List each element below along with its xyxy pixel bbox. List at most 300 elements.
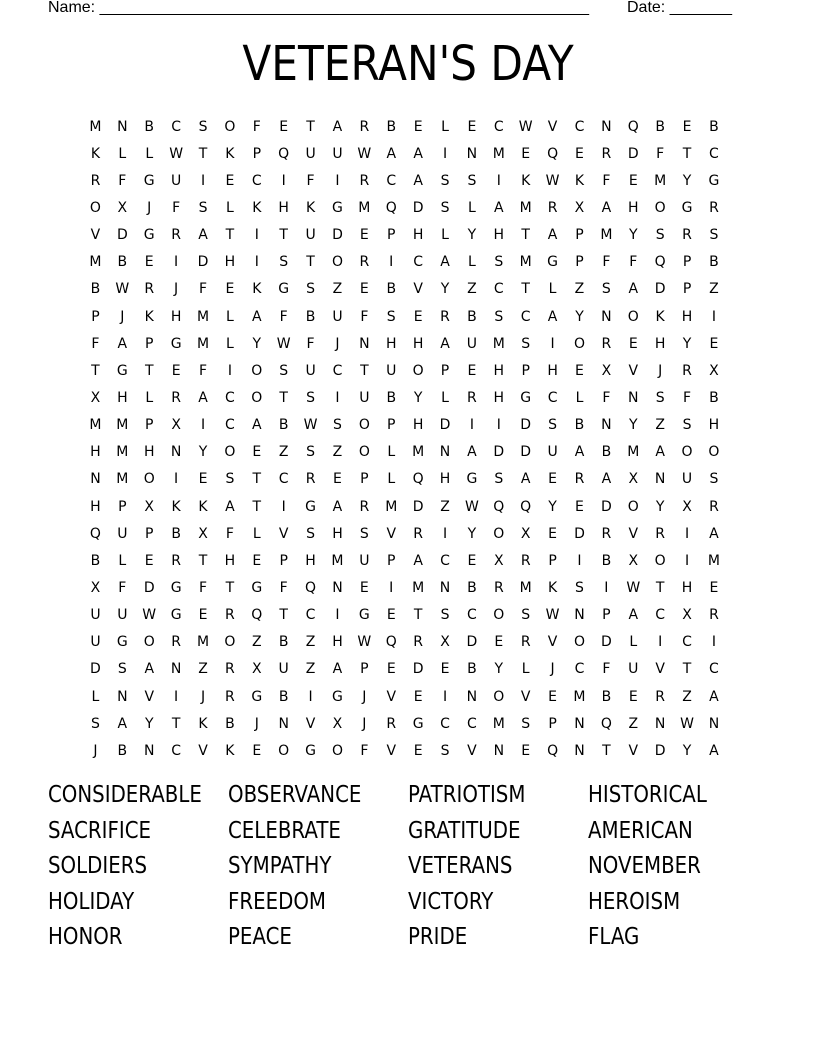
grid-letter[interactable]: E — [521, 145, 531, 162]
grid-letter[interactable]: A — [198, 227, 208, 244]
grid-letter[interactable]: T — [360, 362, 369, 379]
grid-letter[interactable]: A — [225, 498, 235, 515]
grid-letter[interactable]: R — [493, 579, 504, 596]
grid-letter[interactable]: L — [145, 389, 154, 406]
grid-letter[interactable]: E — [144, 254, 154, 271]
grid-letter[interactable]: R — [171, 634, 181, 651]
grid-letter[interactable]: T — [252, 498, 262, 515]
grid-letter[interactable]: E — [628, 172, 638, 189]
grid-letter[interactable]: R — [359, 118, 370, 135]
grid-letter[interactable]: D — [654, 742, 666, 759]
grid-letter[interactable]: F — [279, 308, 288, 325]
grid-letter[interactable]: V — [144, 688, 155, 705]
grid-letter[interactable]: S — [440, 607, 450, 624]
grid-letter[interactable]: F — [683, 389, 692, 406]
grid-letter[interactable]: C — [225, 417, 235, 434]
grid-letter[interactable]: G — [170, 607, 182, 624]
grid-letter[interactable]: O — [708, 444, 720, 461]
grid-letter[interactable]: E — [494, 634, 504, 651]
grid-letter[interactable]: I — [577, 552, 582, 569]
grid-letter[interactable]: X — [494, 552, 504, 569]
grid-letter[interactable]: H — [224, 552, 236, 569]
grid-letter[interactable]: C — [251, 172, 262, 189]
grid-letter[interactable]: U — [117, 607, 128, 624]
grid-letter[interactable]: O — [224, 634, 236, 651]
grid-letter[interactable]: B — [386, 281, 397, 298]
grid-letter[interactable]: R — [171, 227, 181, 244]
grid-letter[interactable]: F — [252, 118, 261, 135]
grid-letter[interactable]: M — [519, 579, 532, 596]
grid-letter[interactable]: U — [332, 145, 343, 162]
grid-letter[interactable]: X — [440, 634, 450, 651]
grid-letter[interactable]: R — [682, 227, 692, 244]
grid-letter[interactable]: B — [467, 661, 477, 678]
grid-letter[interactable]: J — [362, 688, 367, 705]
grid-letter[interactable]: A — [601, 199, 612, 216]
grid-letter[interactable]: E — [225, 281, 235, 298]
grid-letter[interactable]: L — [91, 688, 100, 705]
grid-letter[interactable]: R — [655, 525, 666, 542]
grid-letter[interactable]: L — [225, 335, 234, 352]
grid-letter[interactable]: J — [147, 199, 152, 216]
grid-letter[interactable]: U — [332, 308, 343, 325]
grid-letter[interactable]: H — [117, 389, 128, 406]
grid-letter[interactable]: G — [116, 362, 128, 379]
grid-letter[interactable]: N — [654, 715, 666, 732]
grid-letter[interactable]: L — [252, 525, 261, 542]
grid-letter[interactable]: T — [521, 281, 530, 298]
grid-letter[interactable]: J — [335, 335, 340, 352]
grid-letter[interactable]: O — [493, 607, 505, 624]
grid-letter[interactable]: P — [682, 281, 692, 298]
grid-letter[interactable]: A — [709, 742, 719, 759]
grid-letter[interactable]: H — [708, 417, 720, 434]
grid-letter[interactable]: D — [654, 281, 666, 298]
grid-letter[interactable]: E — [252, 552, 262, 569]
grid-letter[interactable]: D — [520, 444, 532, 461]
grid-letter[interactable]: P — [521, 362, 530, 379]
grid-letter[interactable]: I — [281, 498, 286, 515]
grid-letter[interactable]: T — [413, 607, 423, 624]
grid-letter[interactable]: U — [305, 227, 316, 244]
grid-letter[interactable]: E — [709, 579, 719, 596]
grid-letter[interactable]: H — [385, 335, 397, 352]
grid-letter[interactable]: G — [143, 172, 155, 189]
grid-letter[interactable]: I — [711, 634, 716, 651]
grid-letter[interactable]: S — [494, 308, 504, 325]
grid-letter[interactable]: C — [171, 118, 181, 135]
grid-letter[interactable]: G — [358, 607, 370, 624]
grid-letter[interactable]: G — [170, 579, 182, 596]
grid-letter[interactable]: A — [332, 661, 343, 678]
grid-letter[interactable]: A — [494, 199, 504, 216]
grid-letter[interactable]: W — [115, 281, 130, 298]
grid-letter[interactable]: A — [117, 335, 128, 352]
grid-letter[interactable]: C — [225, 389, 235, 406]
grid-letter[interactable]: I — [469, 417, 474, 434]
grid-letter[interactable]: T — [198, 552, 208, 569]
grid-letter[interactable]: U — [466, 335, 478, 352]
grid-letter[interactable]: S — [655, 389, 665, 406]
grid-letter[interactable]: U — [170, 172, 182, 189]
grid-letter[interactable]: N — [117, 118, 128, 135]
grid-letter[interactable]: E — [359, 281, 369, 298]
grid-letter[interactable]: C — [467, 715, 477, 732]
grid-letter[interactable]: E — [413, 308, 423, 325]
grid-letter[interactable]: U — [359, 552, 370, 569]
grid-letter[interactable]: S — [521, 607, 531, 624]
grid-letter[interactable]: W — [545, 172, 560, 189]
grid-letter[interactable]: K — [144, 308, 154, 325]
grid-letter[interactable]: E — [252, 444, 262, 461]
grid-letter[interactable]: E — [386, 607, 396, 624]
grid-letter[interactable]: S — [279, 254, 289, 271]
grid-letter[interactable]: E — [413, 118, 423, 135]
grid-letter[interactable]: V — [547, 634, 558, 651]
grid-letter[interactable]: B — [386, 118, 397, 135]
grid-letter[interactable]: V — [628, 362, 639, 379]
grid-letter[interactable]: R — [305, 471, 316, 488]
grid-letter[interactable]: Y — [682, 172, 692, 189]
grid-letter[interactable]: C — [682, 634, 692, 651]
grid-letter[interactable]: H — [90, 498, 101, 515]
grid-letter[interactable]: V — [467, 742, 477, 759]
grid-letter[interactable]: M — [654, 172, 667, 189]
grid-letter[interactable]: R — [655, 688, 666, 705]
grid-letter[interactable]: C — [493, 118, 504, 135]
grid-letter[interactable]: X — [251, 661, 262, 678]
grid-letter[interactable]: C — [171, 742, 181, 759]
grid-letter[interactable]: Y — [548, 498, 557, 515]
grid-letter[interactable]: O — [143, 634, 155, 651]
grid-letter[interactable]: N — [708, 715, 720, 732]
grid-letter[interactable]: G — [170, 335, 182, 352]
grid-letter[interactable]: E — [521, 742, 531, 759]
grid-letter[interactable]: S — [440, 199, 450, 216]
grid-letter[interactable]: B — [225, 715, 235, 732]
grid-letter[interactable]: D — [439, 417, 451, 434]
grid-letter[interactable]: N — [466, 688, 478, 705]
grid-letter[interactable]: M — [116, 417, 129, 434]
grid-letter[interactable]: H — [412, 227, 424, 244]
grid-letter[interactable]: S — [198, 199, 208, 216]
grid-letter[interactable]: I — [658, 634, 663, 651]
grid-letter[interactable]: I — [550, 335, 555, 352]
grid-letter[interactable]: S — [306, 389, 316, 406]
grid-letter[interactable]: A — [574, 444, 585, 461]
grid-letter[interactable]: B — [117, 742, 128, 759]
grid-letter[interactable]: R — [547, 199, 558, 216]
grid-letter[interactable]: N — [117, 688, 128, 705]
grid-letter[interactable]: F — [360, 308, 369, 325]
grid-letter[interactable]: E — [413, 688, 423, 705]
grid-letter[interactable]: Q — [520, 498, 532, 515]
grid-letter[interactable]: L — [468, 199, 476, 216]
grid-letter[interactable]: X — [90, 389, 101, 406]
grid-letter[interactable]: N — [90, 471, 101, 488]
grid-letter[interactable]: O — [573, 634, 585, 651]
grid-letter[interactable]: T — [252, 471, 262, 488]
grid-letter[interactable]: E — [359, 227, 369, 244]
grid-letter[interactable]: E — [467, 362, 477, 379]
grid-letter[interactable]: E — [575, 498, 584, 515]
grid-letter[interactable]: C — [278, 471, 289, 488]
grid-letter[interactable]: X — [574, 199, 585, 216]
grid-letter[interactable]: S — [279, 362, 289, 379]
grid-letter[interactable]: F — [225, 525, 234, 542]
grid-letter[interactable]: V — [628, 525, 639, 542]
grid-letter[interactable]: X — [601, 362, 612, 379]
grid-letter[interactable]: V — [628, 742, 639, 759]
grid-letter[interactable]: T — [91, 362, 100, 379]
grid-letter[interactable]: H — [654, 335, 666, 352]
grid-letter[interactable]: E — [144, 552, 154, 569]
grid-letter[interactable]: K — [90, 145, 101, 162]
grid-letter[interactable]: I — [711, 308, 716, 325]
grid-letter[interactable]: Z — [278, 444, 289, 461]
grid-letter[interactable]: Q — [493, 498, 505, 515]
grid-letter[interactable]: P — [602, 607, 611, 624]
grid-letter[interactable]: M — [707, 552, 720, 569]
grid-letter[interactable]: G — [278, 281, 290, 298]
grid-letter[interactable]: T — [279, 389, 288, 406]
grid-letter[interactable]: H — [439, 471, 451, 488]
grid-letter[interactable]: B — [709, 254, 719, 271]
grid-letter[interactable]: Z — [467, 281, 477, 298]
grid-letter[interactable]: W — [357, 145, 372, 162]
grid-letter[interactable]: W — [518, 118, 533, 135]
grid-letter[interactable]: G — [251, 579, 263, 596]
grid-letter[interactable]: E — [440, 661, 450, 678]
grid-letter[interactable]: P — [360, 471, 369, 488]
grid-letter[interactable]: R — [601, 145, 612, 162]
grid-letter[interactable]: S — [91, 715, 100, 732]
grid-letter[interactable]: O — [573, 335, 585, 352]
grid-letter[interactable]: B — [601, 444, 612, 461]
grid-letter[interactable]: S — [306, 444, 316, 461]
grid-letter[interactable]: O — [251, 389, 263, 406]
grid-letter[interactable]: S — [198, 118, 208, 135]
grid-letter[interactable]: N — [170, 444, 182, 461]
grid-letter[interactable]: P — [548, 552, 557, 569]
grid-letter[interactable]: N — [332, 579, 343, 596]
grid-letter[interactable]: U — [305, 362, 316, 379]
grid-letter[interactable]: E — [628, 688, 638, 705]
grid-letter[interactable]: Z — [332, 281, 343, 298]
grid-letter[interactable]: A — [628, 281, 639, 298]
grid-letter[interactable]: Z — [305, 634, 316, 651]
grid-letter[interactable]: E — [252, 742, 262, 759]
grid-letter[interactable]: C — [386, 172, 397, 189]
grid-letter[interactable]: I — [174, 471, 179, 488]
grid-letter[interactable]: B — [709, 118, 719, 135]
grid-letter[interactable]: G — [466, 471, 478, 488]
grid-letter[interactable]: W — [303, 417, 318, 434]
grid-letter[interactable]: O — [654, 199, 666, 216]
grid-letter[interactable]: D — [412, 661, 424, 678]
grid-letter[interactable]: M — [600, 227, 613, 244]
grid-letter[interactable]: B — [90, 281, 101, 298]
grid-letter[interactable]: X — [709, 362, 719, 379]
grid-letter[interactable]: X — [628, 552, 639, 569]
grid-letter[interactable]: P — [575, 254, 584, 271]
grid-letter[interactable]: S — [601, 281, 611, 298]
grid-letter[interactable]: I — [281, 172, 286, 189]
grid-letter[interactable]: R — [413, 525, 423, 542]
grid-letter[interactable]: X — [198, 525, 208, 542]
grid-letter[interactable]: I — [174, 688, 179, 705]
grid-letter[interactable]: D — [143, 579, 155, 596]
grid-letter[interactable]: L — [441, 227, 449, 244]
grid-letter[interactable]: Q — [600, 715, 612, 732]
grid-letter[interactable]: Y — [494, 661, 504, 678]
grid-letter[interactable]: I — [684, 552, 690, 569]
grid-letter[interactable]: R — [520, 552, 531, 569]
grid-letter[interactable]: F — [91, 335, 100, 352]
grid-letter[interactable]: L — [145, 145, 154, 162]
grid-letter[interactable]: N — [574, 742, 585, 759]
grid-letter[interactable]: Q — [547, 742, 559, 759]
grid-letter[interactable]: W — [276, 335, 291, 352]
grid-letter[interactable]: P — [91, 308, 100, 325]
grid-letter[interactable]: B — [278, 688, 289, 705]
grid-letter[interactable]: A — [252, 417, 262, 434]
grid-letter[interactable]: F — [172, 199, 181, 216]
grid-letter[interactable]: A — [467, 444, 477, 461]
grid-letter[interactable]: Q — [385, 199, 397, 216]
grid-letter[interactable]: P — [682, 254, 692, 271]
grid-letter[interactable]: I — [174, 254, 179, 271]
grid-letter[interactable]: A — [413, 172, 423, 189]
grid-letter[interactable]: V — [278, 525, 289, 542]
grid-letter[interactable]: L — [575, 389, 584, 406]
grid-letter[interactable]: N — [628, 389, 639, 406]
grid-letter[interactable]: A — [386, 145, 397, 162]
grid-letter[interactable]: G — [143, 227, 155, 244]
grid-letter[interactable]: Q — [627, 118, 639, 135]
grid-letter[interactable]: C — [493, 281, 504, 298]
grid-letter[interactable]: N — [574, 715, 585, 732]
grid-letter[interactable]: A — [198, 389, 208, 406]
grid-letter[interactable]: P — [118, 498, 127, 515]
grid-letter[interactable]: I — [200, 417, 206, 434]
grid-letter[interactable]: R — [225, 661, 235, 678]
grid-letter[interactable]: D — [197, 254, 209, 271]
grid-letter[interactable]: B — [574, 417, 585, 434]
grid-letter[interactable]: R — [359, 254, 370, 271]
grid-letter[interactable]: H — [90, 444, 101, 461]
grid-letter[interactable]: E — [333, 471, 342, 488]
grid-letter[interactable]: N — [493, 742, 505, 759]
grid-letter[interactable]: B — [709, 389, 719, 406]
grid-letter[interactable]: D — [520, 417, 532, 434]
grid-letter[interactable]: I — [389, 254, 394, 271]
grid-letter[interactable]: U — [359, 389, 370, 406]
grid-letter[interactable]: B — [467, 579, 477, 596]
grid-letter[interactable]: V — [386, 688, 397, 705]
grid-letter[interactable]: R — [574, 471, 585, 488]
grid-letter[interactable]: U — [547, 444, 558, 461]
grid-letter[interactable]: I — [308, 688, 313, 705]
grid-letter[interactable]: F — [602, 172, 611, 189]
grid-letter[interactable]: S — [548, 417, 558, 434]
grid-letter[interactable]: F — [306, 335, 315, 352]
grid-letter[interactable]: R — [413, 634, 423, 651]
grid-letter[interactable]: I — [227, 362, 232, 379]
name-field[interactable]: Name: _______________________________________________________ — [48, 0, 589, 16]
grid-letter[interactable]: G — [681, 199, 693, 216]
grid-letter[interactable]: U — [681, 471, 693, 488]
grid-letter[interactable]: K — [252, 199, 262, 216]
grid-letter[interactable]: F — [306, 172, 315, 189]
grid-letter[interactable]: F — [118, 579, 127, 596]
grid-letter[interactable]: T — [144, 362, 154, 379]
grid-letter[interactable]: Y — [198, 444, 208, 461]
grid-letter[interactable]: I — [254, 254, 259, 271]
grid-letter[interactable]: Q — [654, 254, 666, 271]
grid-letter[interactable]: L — [118, 145, 127, 162]
grid-letter[interactable]: D — [412, 199, 424, 216]
grid-letter[interactable]: S — [521, 715, 531, 732]
grid-letter[interactable]: C — [467, 607, 477, 624]
grid-letter[interactable]: C — [574, 661, 585, 678]
grid-letter[interactable]: K — [225, 145, 235, 162]
grid-letter[interactable]: H — [412, 417, 424, 434]
grid-letter[interactable]: M — [492, 335, 505, 352]
grid-letter[interactable]: N — [278, 715, 289, 732]
grid-letter[interactable]: E — [467, 552, 477, 569]
grid-letter[interactable]: C — [574, 118, 585, 135]
grid-letter[interactable]: M — [89, 118, 102, 135]
grid-letter[interactable]: F — [602, 389, 611, 406]
grid-letter[interactable]: F — [629, 254, 638, 271]
grid-letter[interactable]: Z — [709, 281, 719, 298]
grid-letter[interactable]: U — [90, 607, 101, 624]
grid-letter[interactable]: Q — [251, 607, 263, 624]
grid-letter[interactable]: N — [601, 417, 612, 434]
grid-letter[interactable]: E — [548, 688, 558, 705]
grid-letter[interactable]: A — [655, 444, 665, 461]
grid-letter[interactable]: S — [682, 417, 692, 434]
grid-letter[interactable]: D — [332, 227, 343, 244]
grid-letter[interactable]: E — [628, 335, 638, 352]
grid-letter[interactable]: Y — [575, 308, 584, 325]
grid-letter[interactable]: L — [387, 471, 396, 488]
grid-letter[interactable]: V — [655, 661, 665, 678]
grid-letter[interactable]: U — [117, 525, 128, 542]
grid-letter[interactable]: P — [440, 362, 450, 379]
grid-letter[interactable]: T — [279, 227, 288, 244]
grid-letter[interactable]: L — [468, 254, 476, 271]
grid-letter[interactable]: Y — [628, 417, 638, 434]
grid-letter[interactable]: H — [547, 362, 558, 379]
grid-letter[interactable]: N — [574, 607, 585, 624]
grid-letter[interactable]: H — [493, 227, 505, 244]
grid-letter[interactable]: Q — [89, 525, 101, 542]
grid-letter[interactable]: A — [547, 308, 558, 325]
grid-letter[interactable]: T — [655, 579, 665, 596]
grid-letter[interactable]: R — [144, 281, 155, 298]
grid-letter[interactable]: F — [279, 579, 288, 596]
grid-letter[interactable]: M — [519, 199, 532, 216]
grid-letter[interactable]: C — [332, 362, 343, 379]
grid-letter[interactable]: O — [224, 118, 236, 135]
grid-letter[interactable]: E — [575, 145, 584, 162]
grid-letter[interactable]: N — [466, 145, 478, 162]
grid-letter[interactable]: M — [573, 688, 586, 705]
grid-letter[interactable]: R — [709, 199, 719, 216]
grid-letter[interactable]: B — [601, 552, 612, 569]
